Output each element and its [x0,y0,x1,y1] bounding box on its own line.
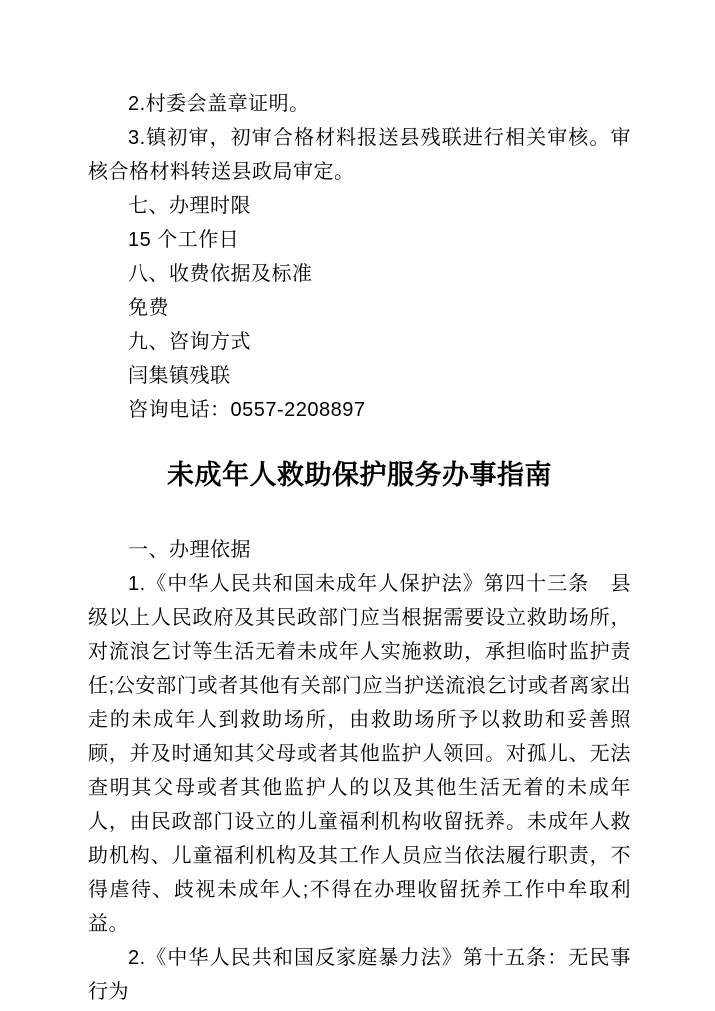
section-previous-guide-tail [88,87,631,427]
paragraph-law-anti-domestic-violence: 2.《中华人民共和国反家庭暴力法》第十五条：无民事行为 [88,947,631,1003]
paragraph-contact-org: 闫集镇残联 [128,365,231,387]
heading-section-one-basis: 一、办理依据 [128,539,251,561]
paragraph-material-item-3: 3.镇初审，初审合格材料报送县残联进行相关审核。审核合格材料转送县政局审定。 [88,127,631,183]
heading-section-nine-contact: 九、咨询方式 [128,331,251,353]
paragraph-material-item-2: 2.村委会盖章证明。 [128,93,310,115]
paragraph-fee-free: 免费 [128,297,169,319]
heading-section-eight-fees: 八、收费依据及标准 [128,263,313,285]
section-minor-rescue-guide [88,533,631,1009]
paragraph-law-minor-protection: 1.《中华人民共和国未成年人保护法》第四十三条 县级以上人民政府及其民政部门应当根据需要设立救助场所，对流浪乞讨等生活无着未成年人实施救助，承担临时监护责任;公安部门或者其他有关部门应当护送流浪乞讨或者离家出走的未成年人到救助场所，由救助场所予以救助和妥善照顾，并及时通知其父母或者其他监护人领回。对孤儿、无法查明其父母或者其他监护人的以及其他生活无着的未成年人，由民政部门设立的儿童福利机构收留抚养。未成年人救助机构、儿童福利机构及其工作人员应当依法履行职责，不得虐待、歧视未成年人;不得在办理收留抚养工作中牟取利益。 [88,573,631,935]
paragraph-contact-phone: 咨询电话：0557-2208897 [128,399,366,421]
paragraph-working-days: 15 个工作日 [128,229,240,251]
heading-section-seven-time-limit: 七、办理时限 [128,195,251,217]
document-title: 未成年人救助保护服务办事指南 [167,460,552,490]
